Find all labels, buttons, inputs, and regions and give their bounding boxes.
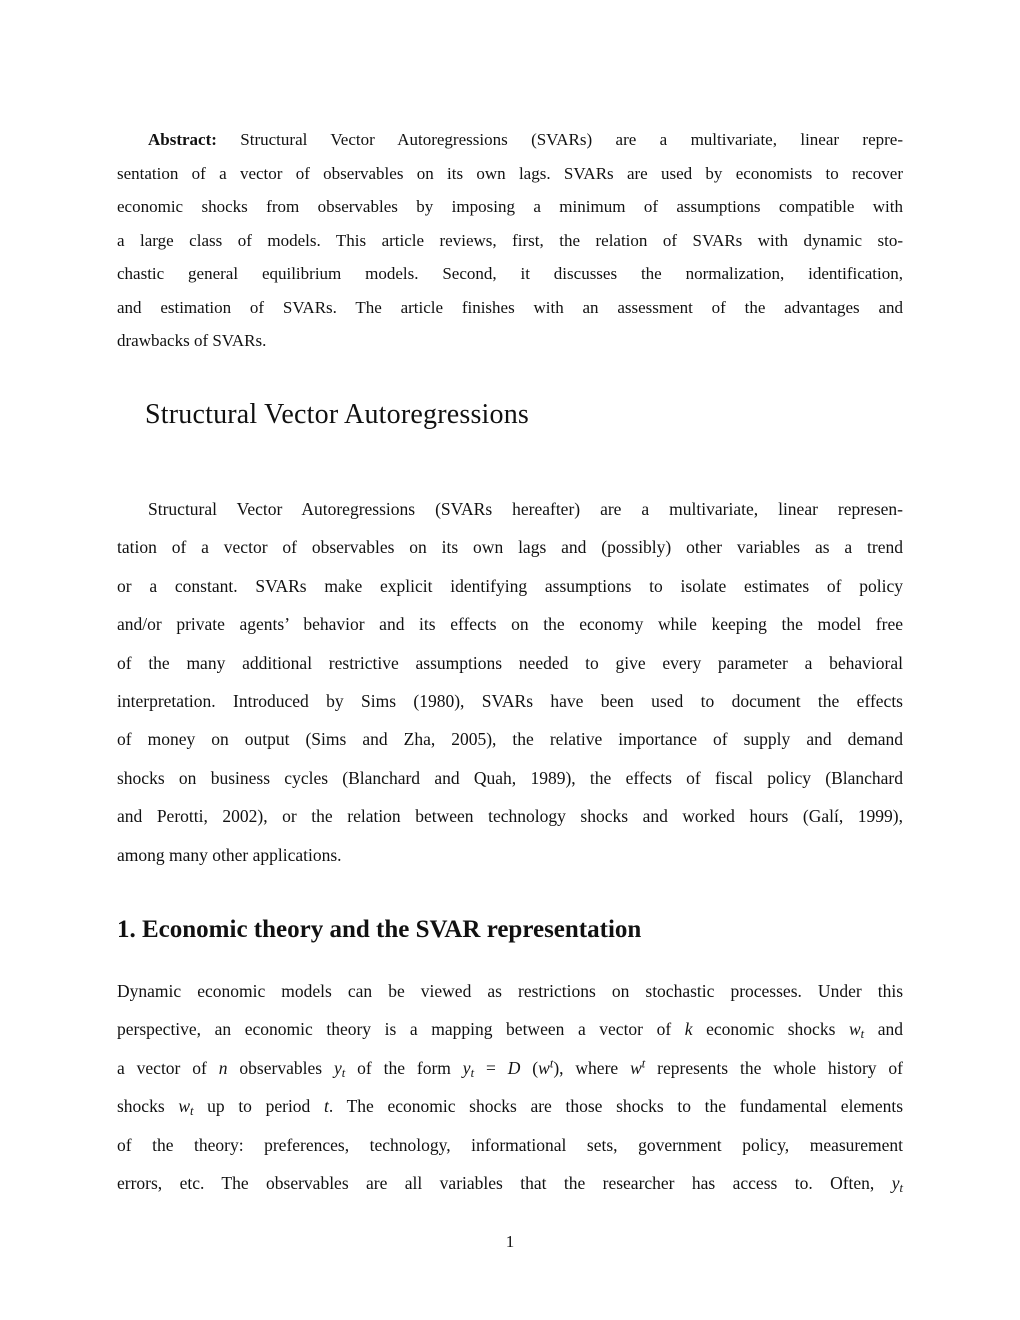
text-line: chastic general equilibrium models. Second, it discusses the normalization, identification, xyxy=(117,264,903,283)
text-line: Dynamic economic models can be viewed as restrictions on stochastic processes. Under this xyxy=(117,981,903,1001)
text-line: drawbacks of SVARs. xyxy=(117,331,267,350)
text-line: Structural Vector Autoregressions (SVARs hereafter) are a multivariate, linear represen- xyxy=(148,499,903,519)
abstract-paragraph xyxy=(117,123,903,358)
text-line: a vector of n observables $y_t$ of the form $y_t = D$ $(w^t)$, where $w^t$ represents the whole history of xyxy=(117,1056,904,1080)
text-line: errors, etc. The observables are all variables that the researcher has access to. Often, $y_t$ xyxy=(117,1173,903,1195)
text-line: and/or private agents’ behavior and its effects on the economy while keeping the model free xyxy=(117,614,903,635)
section-heading: 1. Economic theory and the SVAR representation xyxy=(117,916,642,943)
text-line: sentation of a vector of observables on its own lags. SVARs are used by economists to recover xyxy=(117,163,903,183)
text-line: and Perotti, 2002), or the relation between technology shocks and worked hours (Galí, 1999), xyxy=(117,806,903,827)
text-line: economic shocks from observables by imposing a minimum of assumptions compatible with xyxy=(117,197,903,216)
text-line: Abstract: Structural Vector Autoregressions (SVARs) are a multivariate, linear repre- xyxy=(148,130,903,149)
text-line: perspective, an economic theory is a mapping between a vector of k economic shocks $w_t$ and xyxy=(117,1019,904,1042)
body-paragraph xyxy=(117,972,903,1202)
text-line: of money on output (Sims and Zha, 2005), the relative importance of supply and demand xyxy=(117,729,903,750)
text-line: or a constant. SVARs make explicit identifying assumptions to isolate estimates of policy xyxy=(117,575,903,596)
paper-title: Structural Vector Autoregressions xyxy=(145,399,530,430)
text-line: and estimation of SVARs. The article finishes with an assessment of the advantages and xyxy=(117,297,903,317)
text-line: a large class of models. This article reviews, first, the relation of SVARs with dynamic sto- xyxy=(117,230,903,250)
page-number: 1 xyxy=(505,1232,515,1251)
text-line: of the many additional restrictive assumptions needed to give every parameter a behavioral xyxy=(117,652,903,673)
intro-paragraph xyxy=(117,490,903,874)
text-line: shocks on business cycles (Blanchard and Quah, 1989), the effects of fiscal policy (Blanchard xyxy=(117,767,903,788)
text-line: of the theory: preferences, technology, informational sets, government policy, measurement xyxy=(117,1134,903,1155)
text-line: interpretation. Introduced by Sims (1980), SVARs have been used to document the effects xyxy=(117,691,903,712)
text-line: tation of a vector of observables on its own lags and (possibly) other variables as a trend xyxy=(117,537,903,558)
text-line: shocks $w_t$ up to period t. The economic shocks are those shocks to the fundamental elements xyxy=(117,1096,904,1118)
text-line: among many other applications. xyxy=(117,844,342,865)
